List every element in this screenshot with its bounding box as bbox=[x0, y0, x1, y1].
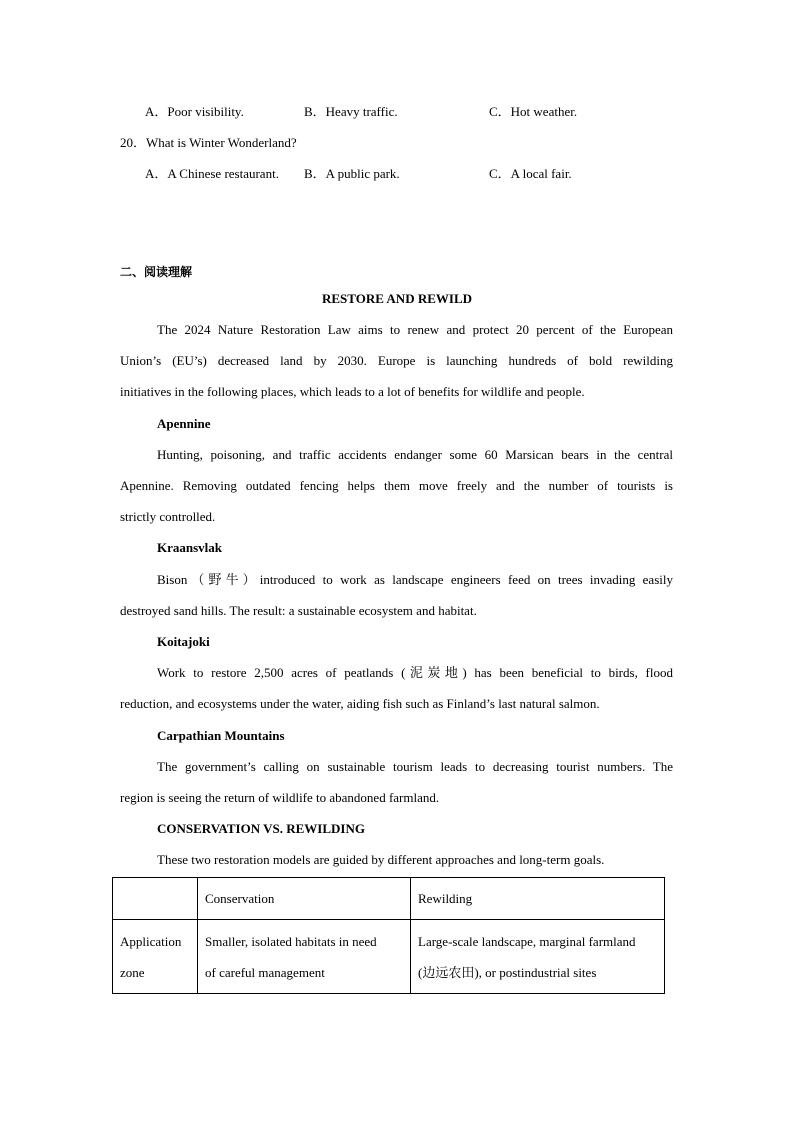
table-header-conservation: Conservation bbox=[198, 878, 411, 920]
rewilding-cell bbox=[411, 920, 665, 994]
q20-option-b: B．A public park. bbox=[304, 166, 400, 181]
article-title: RESTORE AND REWILD bbox=[321, 291, 473, 306]
q19-option-c: C．Hot weather. bbox=[489, 104, 578, 119]
rewilding-line-2: (边远农田), or postindustrial sites bbox=[418, 965, 597, 980]
place-heading-apennine: Apennine bbox=[157, 416, 211, 431]
comparison-heading: CONSERVATION VS. REWILDING bbox=[157, 821, 365, 836]
intro-line-3: initiatives in the following places, which leads to a lot of benefits for wildlife and people. bbox=[120, 384, 585, 399]
q19-option-a: A．Poor visibility. bbox=[145, 104, 244, 119]
kraansvlak-line-1: Bison（野牛）introduced to work as landscape engineers feed on trees invading easily bbox=[157, 572, 673, 587]
apennine-line-1: Hunting, poisoning, and traffic accidents endanger some 60 Marsican bears in the central bbox=[157, 447, 673, 462]
rewilding-line-1: Large-scale landscape, marginal farmland bbox=[418, 934, 636, 949]
comparison-table bbox=[112, 877, 665, 994]
conservation-cell bbox=[198, 920, 411, 994]
place-heading-kraansvlak: Kraansvlak bbox=[157, 540, 223, 555]
carpathian-line-2: region is seeing the return of wildlife to abandoned farmland. bbox=[120, 790, 440, 805]
koitajoki-line-1: Work to restore 2,500 acres of peatlands (泥炭地) has been beneficial to birds, flood bbox=[157, 665, 673, 680]
q19-option-b: B．Heavy traffic. bbox=[304, 104, 398, 119]
apennine-line-2: Apennine. Removing outdated fencing helps them move freely and the number of tourists is bbox=[120, 478, 673, 493]
intro-line-2: Union’s (EU’s) decreased land by 2030. Europe is launching hundreds of bold rewilding bbox=[120, 353, 673, 368]
row-label-line-2: zone bbox=[120, 965, 145, 980]
carpathian-line-1: The government’s calling on sustainable tourism leads to decreasing tourist numbers. The bbox=[157, 759, 673, 774]
q20-option-c: C．A local fair. bbox=[489, 166, 572, 181]
conservation-line-2: of careful management bbox=[205, 965, 325, 980]
row-label-cell bbox=[113, 920, 198, 994]
place-heading-carpathian: Carpathian Mountains bbox=[157, 728, 285, 743]
apennine-line-3: strictly controlled. bbox=[120, 509, 216, 524]
koitajoki-line-2: reduction, and ecosystems under the water, aiding fish such as Finland’s last natural salmon. bbox=[120, 696, 600, 711]
table-header-empty bbox=[113, 878, 198, 920]
q20-question: 20．What is Winter Wonderland? bbox=[120, 135, 297, 150]
table-header-rewilding: Rewilding bbox=[411, 878, 665, 920]
row-label-line-1: Application bbox=[120, 934, 182, 949]
conservation-line-1: Smaller, isolated habitats in need bbox=[205, 934, 377, 949]
intro-line-1: The 2024 Nature Restoration Law aims to renew and protect 20 percent of the European bbox=[157, 322, 673, 337]
place-heading-koitajoki: Koitajoki bbox=[157, 634, 210, 649]
q20-option-a: A．A Chinese restaurant. bbox=[145, 166, 279, 181]
table-row bbox=[113, 920, 665, 994]
comparison-intro: These two restoration models are guided by different approaches and long-term goals. bbox=[157, 852, 605, 867]
section-heading: 二、阅读理解 bbox=[120, 265, 193, 279]
kraansvlak-line-2: destroyed sand hills. The result: a sustainable ecosystem and habitat. bbox=[120, 603, 477, 618]
table-header-row bbox=[113, 878, 665, 920]
